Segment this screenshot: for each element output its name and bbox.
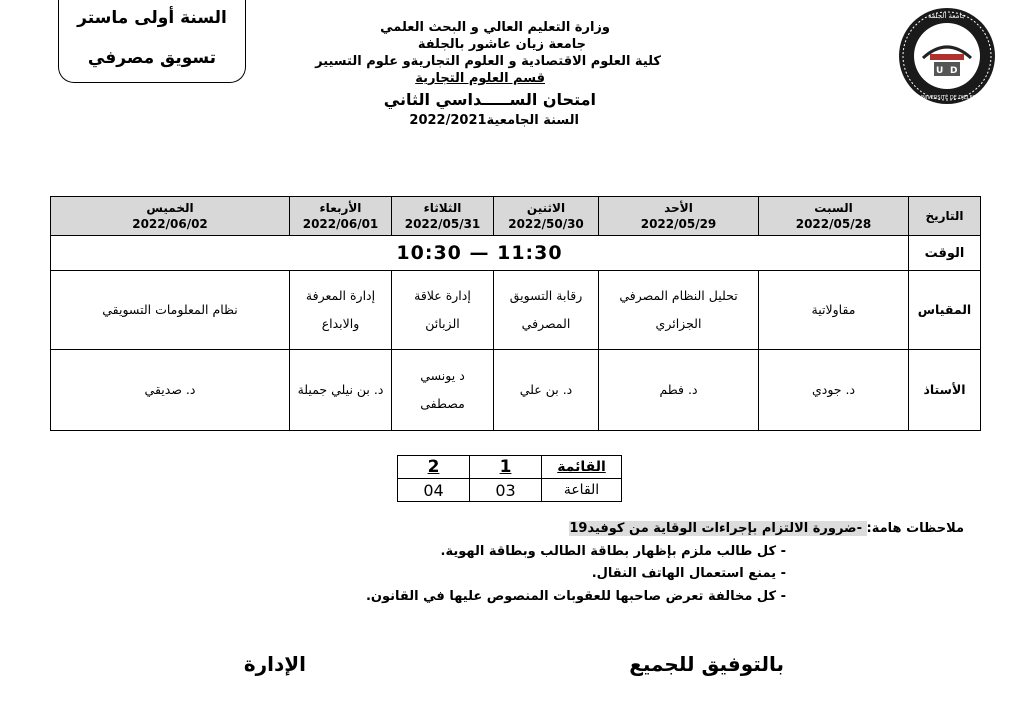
module-cell: رقابة التسويق المصرفي [494, 271, 599, 350]
module-line: إدارة المعرفة [305, 288, 376, 303]
time-row [51, 236, 981, 271]
professor-cell: د. جودي [759, 350, 909, 431]
notes-first-line [569, 521, 964, 536]
day-date: 2022/06/02 [132, 217, 208, 231]
module-cell: تحليل النظام المصرفي الجزائري [599, 271, 759, 350]
faculty-line: كلية العلوم الاقتصادية و العلوم التجاريةو علوم التسيير [315, 54, 661, 69]
room-table [397, 455, 622, 502]
day-header-thu [51, 197, 290, 236]
module-cell [392, 271, 494, 350]
professor-cell [392, 350, 494, 431]
day-header-sun [599, 197, 759, 236]
logo-bottom-text: UNIVERSITÉ DE DJELFA [918, 95, 976, 101]
list-number: 1 [470, 456, 542, 479]
professor-cell: د. فطم [599, 350, 759, 431]
university-line: جامعة زيان عاشور بالجلفة [417, 37, 586, 52]
exam-title: امتحان الســـــداسي الثاني [383, 90, 596, 109]
exam-schedule-table [50, 196, 981, 431]
notes-highlight: -ضرورة الالتزام بإجراءات الوقاية من كوفيد19 [569, 521, 867, 536]
notes-title: ملاحظات هامة: [866, 521, 964, 536]
specialty-text: تسويق مصرفي [87, 48, 217, 68]
department-line: قسم العلوم التجارية [415, 71, 545, 86]
footer-administration: الإدارة [243, 652, 306, 676]
ministry-line: وزارة التعليم العالي و البحث العلمي [380, 20, 610, 35]
module-line: إدارة علاقة [414, 288, 471, 303]
day-date: 2022/50/30 [508, 217, 584, 231]
module-line: الزبائن [425, 316, 460, 331]
footer-wish: بالتوفيق للجميع [629, 652, 784, 676]
day-name: الاثنين [526, 201, 566, 215]
professor-cell: د. بن علي [494, 350, 599, 431]
day-name: السبت [814, 201, 853, 215]
room-number: 03 [470, 479, 542, 502]
module-row [51, 271, 981, 350]
professor-cell: د. بن نيلي جميلة [290, 350, 392, 431]
module-row-label: المقياس [909, 271, 981, 350]
academic-year: السنة الجامعية2022/2021 [409, 113, 579, 128]
day-name: الأربعاء [319, 201, 362, 215]
list-label: القائمة [542, 456, 622, 479]
list-row [398, 456, 622, 479]
day-date: 2022/05/29 [640, 217, 717, 231]
day-header-sat [759, 197, 909, 236]
room-row [398, 479, 622, 502]
list-number: 2 [398, 456, 470, 479]
module-cell: مقاولاتية [759, 271, 909, 350]
note-item-phone: - يمنع استعمال الهاتف النقال. [591, 566, 786, 581]
logo-year: 1990 [939, 31, 955, 38]
module-cell [290, 271, 392, 350]
professor-line: مصطفى [420, 396, 465, 411]
level-box [58, 0, 246, 83]
day-name: الخميس [146, 201, 194, 215]
module-cell: نظام المعلومات التسويقي [51, 271, 290, 350]
exam-time-text: 10:30 — 11:30 [396, 242, 563, 264]
day-date: 2022/05/31 [404, 217, 481, 231]
day-date: 2022/06/01 [302, 217, 379, 231]
logo-letter-d: D [950, 66, 958, 76]
day-name: الأحد [664, 201, 693, 215]
logo-top-text: جامعة الجلفة [928, 12, 966, 20]
room-label: القاعة [542, 479, 622, 502]
professor-row [51, 350, 981, 431]
logo-letter-u: U [936, 66, 944, 76]
date-row-label: التاريخ [909, 197, 981, 236]
level-text: السنة أولى ماستر [77, 8, 227, 28]
room-number: 04 [398, 479, 470, 502]
note-item-id: - كل طالب ملزم بإظهار بطاقة الطالب وبطاقة الهوية. [440, 544, 786, 559]
professor-cell: د. صديقي [51, 350, 290, 431]
module-line: والابداع [321, 316, 360, 331]
time-row-label: الوقت [909, 236, 981, 271]
date-row [51, 197, 981, 236]
day-header-tue [392, 197, 494, 236]
exam-time [51, 236, 909, 271]
university-logo [897, 6, 997, 106]
day-name: الثلاثاء [423, 201, 462, 215]
professor-line: د يونسي [420, 368, 465, 383]
professor-row-label: الأستاذ [909, 350, 981, 431]
day-header-mon [494, 197, 599, 236]
day-date: 2022/05/28 [795, 217, 872, 231]
note-item-penalty: - كل مخالفة تعرض صاحبها للعقوبات المنصوص عليها في القانون. [365, 589, 786, 604]
day-header-wed [290, 197, 392, 236]
